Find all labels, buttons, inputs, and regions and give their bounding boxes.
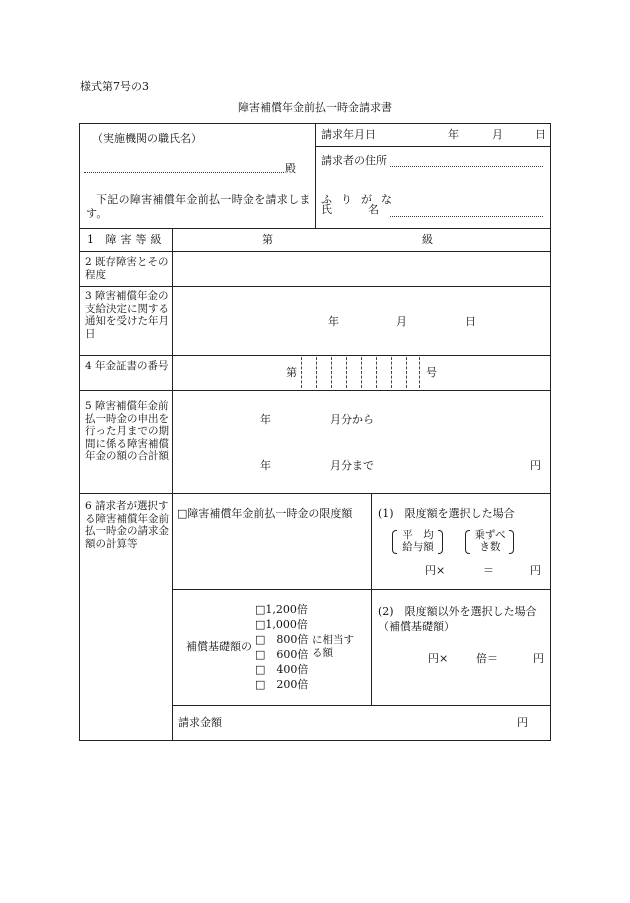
row2-label: 2 既存障害とその程度 [85, 256, 169, 281]
case1-label: (1) 限度額を選択した場合 [378, 507, 515, 520]
date-year: 年 [448, 128, 459, 141]
address-label: 請求者の住所 [321, 154, 387, 167]
multiple-800[interactable]: □ 800倍 [255, 633, 309, 646]
row5-to: 月分まで [330, 459, 374, 472]
calc2-yen2: 円 [533, 652, 544, 665]
multiple-400[interactable]: □ 400倍 [255, 663, 309, 676]
row4-dai: 第 [286, 366, 297, 379]
multiplier-line1: 乗ずべ [474, 529, 506, 541]
multiple-200[interactable]: □ 200倍 [255, 678, 309, 691]
equivalent-amount: に相当する額 [312, 634, 354, 659]
row5-from: 月分から [330, 413, 374, 426]
name-label: 氏名 [321, 203, 415, 216]
request-text: 下記の障害補償年金前払一時金を請求します。 [86, 193, 311, 220]
multiple-1200[interactable]: □1,200倍 [255, 603, 308, 616]
row3-label: 3 障害補償年金の支給決定に関する通知を受けた年月日 [85, 290, 169, 340]
row5-year1: 年 [260, 413, 271, 426]
claim-amount-yen: 円 [517, 716, 528, 729]
institution-label: （実施機関の職氏名） [92, 132, 202, 145]
calc1-equals: ＝ [483, 564, 494, 577]
calc1-yen2: 円 [530, 564, 541, 577]
claim-amount-label: 請求金額 [178, 716, 222, 729]
base-amount-label: 補償基礎額の [186, 640, 252, 653]
calc1-yen1: 円× [425, 564, 446, 577]
row6-label: 6 請求者が選択する障害補償年金前払一時金の請求金額の計算等 [85, 500, 169, 550]
case2-label: (2) 限度額以外を選択した場合 [378, 605, 537, 618]
avg-pay-line2: 給与額 [402, 541, 434, 553]
limit-checkbox[interactable]: □障害補償年金前払一時金の限度額 [177, 507, 353, 520]
date-day: 日 [535, 128, 546, 141]
row5-year2: 年 [260, 459, 271, 472]
multiplier-line2: き数 [479, 541, 501, 553]
name-field[interactable] [390, 216, 543, 217]
form-title: 障害補償年金前払一時金請求書 [238, 101, 392, 114]
row1-dai: 第 [262, 233, 273, 246]
row4-go: 号 [426, 366, 437, 379]
row1-label: 1 障害等級 [87, 233, 166, 246]
form-number: 様式第7号の3 [80, 80, 149, 93]
institution-name-field[interactable] [84, 172, 284, 173]
furigana-label: ふりがな [321, 193, 401, 206]
calc2-times: 倍＝ [476, 652, 498, 665]
date-label: 請求年月日 [321, 128, 376, 141]
row3-day: 日 [465, 315, 476, 328]
calc2-yen1: 円× [428, 652, 449, 665]
row5-yen: 円 [530, 459, 541, 472]
row3-year: 年 [328, 315, 339, 328]
multiple-600[interactable]: □ 600倍 [255, 648, 309, 661]
case2-sub: （補償基礎額） [378, 620, 455, 633]
row4-label: 4 年金証書の番号 [85, 360, 169, 372]
honorific: 殿 [285, 162, 296, 175]
row1-kyu: 級 [422, 233, 433, 246]
grade-field[interactable] [275, 246, 415, 247]
row3-month: 月 [396, 315, 407, 328]
date-month: 月 [492, 128, 503, 141]
avg-pay-line1: 平 均 [402, 529, 434, 541]
multiple-1000[interactable]: □1,000倍 [255, 618, 308, 631]
address-field[interactable] [390, 166, 543, 167]
row5-label: 5 障害補償年金前払一時金の申出を行った月までの期間に係る障害補償年金の額の合計額 [85, 400, 169, 462]
